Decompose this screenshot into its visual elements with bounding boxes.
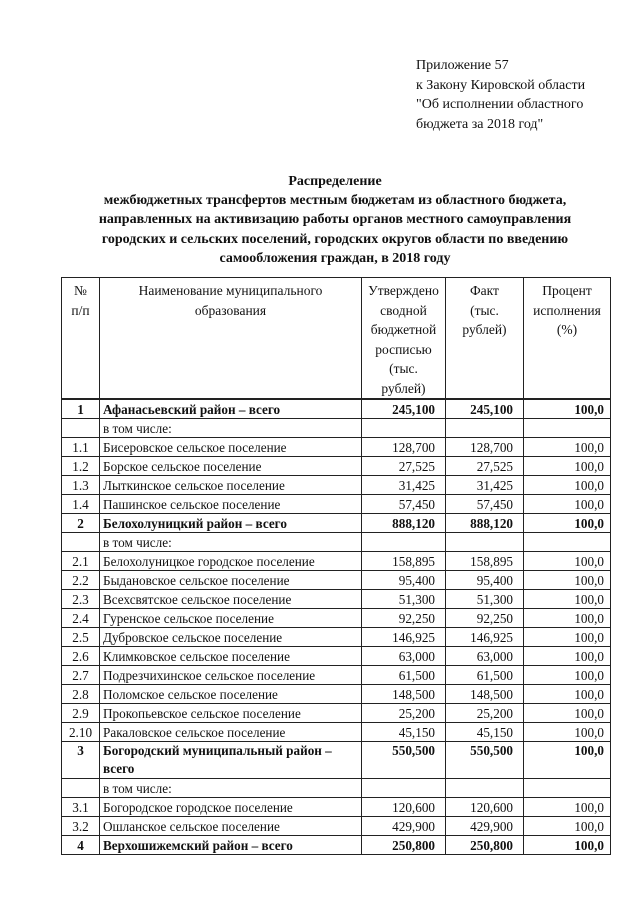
row-percent: 100,0	[524, 571, 611, 590]
row-number: 1.1	[62, 438, 100, 457]
row-name: Бисеровское сельское поселение	[100, 438, 362, 457]
row-number: 2.4	[62, 609, 100, 628]
row-percent: 100,0	[524, 666, 611, 685]
table-row	[62, 836, 611, 855]
row-approved: 92,250	[362, 609, 446, 628]
header-name: Наименование муниципального образования	[100, 278, 362, 400]
row-fact: 158,895	[446, 552, 524, 571]
row-approved: 250,800	[362, 836, 446, 855]
row-percent: 100,0	[524, 628, 611, 647]
row-percent: 100,0	[524, 514, 611, 533]
row-approved: 31,425	[362, 476, 446, 495]
row-percent: 100,0	[524, 723, 611, 742]
appendix-line-3: "Об исполнении областного	[416, 97, 584, 112]
row-fact: 550,500	[446, 742, 524, 779]
row-number: 2.9	[62, 704, 100, 723]
table-row	[62, 685, 611, 704]
row-fact: 51,300	[446, 590, 524, 609]
row-number: 3.2	[62, 817, 100, 836]
table-row	[62, 590, 611, 609]
row-approved	[362, 533, 446, 552]
table-row	[62, 419, 611, 438]
row-number: 2.7	[62, 666, 100, 685]
row-number	[62, 419, 100, 438]
appendix-line-4: бюджета за 2018 год"	[416, 116, 544, 132]
row-number: 4	[62, 836, 100, 855]
row-percent	[524, 533, 611, 552]
row-percent: 100,0	[524, 817, 611, 836]
table-body	[62, 399, 611, 855]
row-number: 2.10	[62, 723, 100, 742]
row-number: 1.3	[62, 476, 100, 495]
row-name: Поломское сельское поселение	[100, 685, 362, 704]
table-row	[62, 817, 611, 836]
row-fact: 63,000	[446, 647, 524, 666]
row-fact: 888,120	[446, 514, 524, 533]
transfers-table	[61, 277, 611, 855]
title-line-3: направленных на активизацию работы органов местного самоуправления	[98, 212, 572, 228]
row-name: Лыткинское сельское поселение	[100, 476, 362, 495]
row-percent: 100,0	[524, 552, 611, 571]
row-approved: 61,500	[362, 666, 446, 685]
row-approved: 429,900	[362, 817, 446, 836]
row-approved	[362, 779, 446, 798]
row-fact: 429,900	[446, 817, 524, 836]
table-row	[62, 704, 611, 723]
row-name: Белохолуницкий район – всего	[100, 514, 362, 533]
row-name: Белохолуницкое городское поселение	[100, 552, 362, 571]
row-fact: 148,500	[446, 685, 524, 704]
row-fact: 57,450	[446, 495, 524, 514]
header-percent: Процент исполнения (%)	[524, 278, 611, 400]
table-row	[62, 571, 611, 590]
row-fact: 128,700	[446, 438, 524, 457]
row-number: 1.4	[62, 495, 100, 514]
table-row	[62, 647, 611, 666]
row-number	[62, 779, 100, 798]
table-row	[62, 609, 611, 628]
table-row	[62, 798, 611, 817]
table-row	[62, 533, 611, 552]
row-approved: 146,925	[362, 628, 446, 647]
row-percent	[524, 779, 611, 798]
row-approved: 888,120	[362, 514, 446, 533]
row-approved: 158,895	[362, 552, 446, 571]
row-approved	[362, 419, 446, 438]
header-fact: Факт (тыс. рублей)	[446, 278, 524, 400]
row-fact: 25,200	[446, 704, 524, 723]
row-percent: 100,0	[524, 704, 611, 723]
row-number: 2.3	[62, 590, 100, 609]
row-name: Гуренское сельское поселение	[100, 609, 362, 628]
row-name: в том числе:	[100, 419, 362, 438]
row-percent: 100,0	[524, 457, 611, 476]
row-percent	[524, 419, 611, 438]
table-row	[62, 779, 611, 798]
title-line-5: самообложения граждан, в 2018 году	[219, 250, 451, 266]
table-row	[62, 457, 611, 476]
row-name: в том числе:	[100, 533, 362, 552]
table-row	[62, 399, 611, 419]
row-name: Ракаловское сельское поселение	[100, 723, 362, 742]
row-fact	[446, 419, 524, 438]
table-row	[62, 514, 611, 533]
row-number: 2.5	[62, 628, 100, 647]
row-fact: 245,100	[446, 399, 524, 419]
row-name: в том числе:	[100, 779, 362, 798]
row-number: 1.2	[62, 457, 100, 476]
row-approved: 148,500	[362, 685, 446, 704]
row-fact: 31,425	[446, 476, 524, 495]
title-line-4: городских и сельских поселений, городских округов области по введению	[101, 231, 569, 247]
row-fact: 95,400	[446, 571, 524, 590]
row-name: Ошланское сельское поселение	[100, 817, 362, 836]
row-percent: 100,0	[524, 438, 611, 457]
row-approved: 51,300	[362, 590, 446, 609]
row-fact: 27,525	[446, 457, 524, 476]
row-percent: 100,0	[524, 798, 611, 817]
row-name: Быдановское сельское поселение	[100, 571, 362, 590]
row-percent: 100,0	[524, 495, 611, 514]
row-fact: 45,150	[446, 723, 524, 742]
row-number: 2.2	[62, 571, 100, 590]
row-fact: 250,800	[446, 836, 524, 855]
row-number: 3.1	[62, 798, 100, 817]
row-number: 1	[62, 399, 100, 419]
row-fact: 61,500	[446, 666, 524, 685]
row-approved: 550,500	[362, 742, 446, 779]
header-num: № п/п	[62, 278, 100, 400]
row-name: Климковское сельское поселение	[100, 647, 362, 666]
row-number: 2.1	[62, 552, 100, 571]
row-name: Афанасьевский район – всего	[100, 399, 362, 419]
row-name: Прокопьевское сельское поселение	[100, 704, 362, 723]
row-number: 3	[62, 742, 100, 779]
row-percent: 100,0	[524, 609, 611, 628]
row-name: Подрезчихинское сельское поселение	[100, 666, 362, 685]
table-row	[62, 476, 611, 495]
row-name: Пашинское сельское поселение	[100, 495, 362, 514]
row-number: 2.8	[62, 685, 100, 704]
table-row	[62, 438, 611, 457]
row-number: 2.6	[62, 647, 100, 666]
row-name: Дубровское сельское поселение	[100, 628, 362, 647]
header-approved: Утверждено сводной бюджетной росписью (тыс. рублей)	[362, 278, 446, 400]
title-line-2: межбюджетных трансфертов местным бюджетам из областного бюджета,	[103, 193, 567, 209]
row-approved: 120,600	[362, 798, 446, 817]
row-fact: 120,600	[446, 798, 524, 817]
row-fact: 146,925	[446, 628, 524, 647]
table-row	[62, 628, 611, 647]
row-approved: 128,700	[362, 438, 446, 457]
row-number: 2	[62, 514, 100, 533]
row-fact	[446, 779, 524, 798]
table-row	[62, 495, 611, 514]
appendix-line-1: Приложение 57	[416, 58, 509, 73]
row-percent: 100,0	[524, 647, 611, 666]
table-row	[62, 742, 611, 779]
row-fact: 92,250	[446, 609, 524, 628]
row-approved: 57,450	[362, 495, 446, 514]
table-row	[62, 666, 611, 685]
appendix-line-2: к Закону Кировской области	[416, 77, 586, 93]
row-name: Богородский муниципальный район – всего	[100, 742, 362, 779]
row-approved: 95,400	[362, 571, 446, 590]
row-name: Борское сельское поселение	[100, 457, 362, 476]
row-percent: 100,0	[524, 590, 611, 609]
appendix-header	[416, 56, 585, 134]
row-approved: 27,525	[362, 457, 446, 476]
row-approved: 245,100	[362, 399, 446, 419]
row-percent: 100,0	[524, 742, 611, 779]
row-percent: 100,0	[524, 476, 611, 495]
row-name: Богородское городское поселение	[100, 798, 362, 817]
table-row	[62, 552, 611, 571]
document-title	[60, 172, 610, 268]
row-approved: 63,000	[362, 647, 446, 666]
row-number	[62, 533, 100, 552]
row-percent: 100,0	[524, 685, 611, 704]
row-approved: 45,150	[362, 723, 446, 742]
table-row	[62, 723, 611, 742]
row-name: Верхошижемский район – всего	[100, 836, 362, 855]
row-percent: 100,0	[524, 836, 611, 855]
row-percent: 100,0	[524, 399, 611, 419]
title-line-1: Распределение	[288, 174, 382, 189]
row-fact	[446, 533, 524, 552]
table-header-row	[62, 278, 611, 400]
row-approved: 25,200	[362, 704, 446, 723]
row-name: Всехсвятское сельское поселение	[100, 590, 362, 609]
